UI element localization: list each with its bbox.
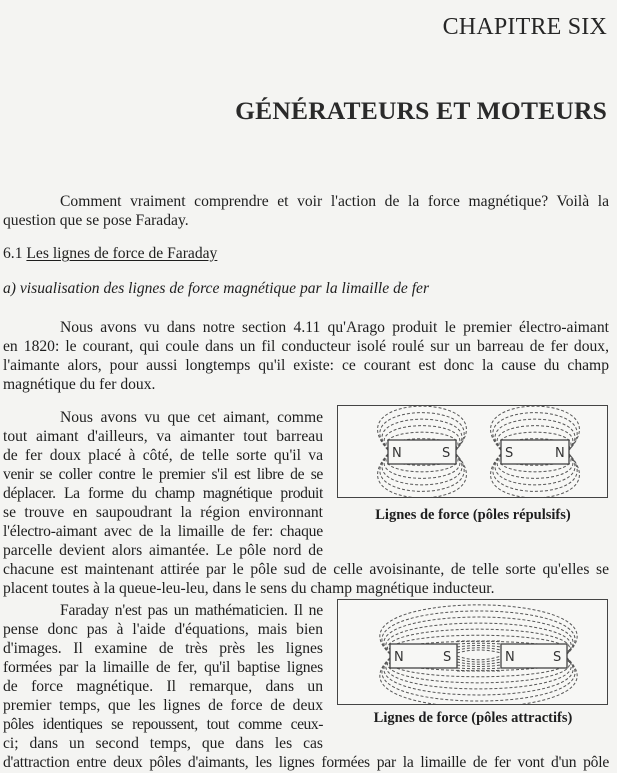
para-line: l'électro-aimant avec de la limaille de fer: chaque bbox=[3, 523, 323, 540]
para-line: ci; dans un second temps, que dans les cas bbox=[3, 735, 323, 752]
para-line: Faraday n'est pas un mathématicien. Il ne bbox=[60, 602, 323, 619]
field-line bbox=[457, 656, 501, 660]
para-line: en 1820: le courant, qui coule dans un fil conducteur isolé roulé sur un barreau de fer doux, bbox=[3, 338, 609, 355]
para-line: pôles identiques se repoussent, tout comme ceux- bbox=[3, 716, 323, 733]
pole-label: S bbox=[442, 446, 451, 461]
para-line: premier temps, que les lignes de force de deux bbox=[3, 697, 323, 714]
para-line: d'images. Il examine de très près les lignes bbox=[3, 640, 323, 657]
para-line: chacune est maintenant attirée par le pôle sud de celle avoisinante, de telle sorte qu'elles se bbox=[3, 561, 609, 578]
para-line: se trouve en saupoudrant la région environnant bbox=[3, 504, 323, 521]
field-lines-diagram bbox=[338, 600, 607, 704]
field-line bbox=[457, 650, 501, 653]
figure-repulsive-poles bbox=[337, 405, 608, 498]
para-line: magnétique du fer doux. bbox=[3, 376, 156, 393]
para-line: pense donc pas à l'aide d'équations, mais bien bbox=[3, 621, 323, 638]
section-title: Les lignes de force de Faraday bbox=[26, 245, 218, 262]
pole-label: N bbox=[505, 650, 515, 665]
chapter-title: GÉNÉRATEURS ET MOTEURS bbox=[235, 96, 607, 125]
pole-label: S bbox=[553, 650, 562, 665]
para-line: formées par la limaille de fer, qu'il baptise lignes bbox=[3, 659, 323, 676]
para-line: Nous avons vu dans notre section 4.11 qu'Arago produit le premier électro-aimant bbox=[60, 319, 609, 336]
para-line: placent toutes à la queue-leu-leu, dans le sens du champ magnétique inducteur. bbox=[3, 580, 495, 597]
section-heading bbox=[3, 245, 217, 263]
pole-label: N bbox=[394, 650, 404, 665]
para-line: l'aimante alors, pour aussi longtemps qu'il existe: ce courant est donc la cause du champ bbox=[3, 357, 609, 374]
pole-label: N bbox=[555, 446, 565, 461]
field-line bbox=[457, 643, 501, 644]
para-line: Nous avons vu que cet aimant, comme bbox=[60, 409, 323, 426]
para-line: tout aimant d'ailleurs, va aimanter tout barreau bbox=[3, 428, 323, 445]
section-number: 6.1 bbox=[3, 245, 23, 262]
para-line: d'attraction entre deux pôles d'aimants, les lignes formées par la limaille de fer vont d'un pôle bbox=[3, 754, 609, 771]
field-line bbox=[457, 668, 501, 669]
pole-label: S bbox=[505, 446, 514, 461]
para-line: de force magnétique. Il remarque, dans un bbox=[3, 678, 323, 695]
pole-label: N bbox=[392, 446, 402, 461]
figure-attractive-poles bbox=[337, 599, 608, 705]
chapter-heading: CHAPITRE SIX bbox=[442, 14, 607, 40]
figure-caption: Lignes de force (pôles attractifs) bbox=[373, 710, 573, 726]
para-line: venir se coller contre le premier s'il est libre de se bbox=[3, 466, 323, 483]
para-line: de fer doux placé à côté, de telle sorte qu'il va bbox=[3, 447, 323, 464]
para-line: parcelle devient alors aimantée. Le pôle nord de bbox=[3, 542, 323, 559]
intro-line: Comment vraiment comprendre et voir l'action de la force magnétique? Voilà la bbox=[60, 193, 609, 210]
para-line: déplacer. La forme du champ magnétique produit bbox=[3, 485, 323, 502]
field-lines-diagram bbox=[338, 406, 607, 497]
subsection-heading: a) visualisation des lignes de force magnétique par la limaille de fer bbox=[3, 280, 430, 297]
field-line bbox=[457, 646, 501, 648]
figure-caption: Lignes de force (pôles répulsifs) bbox=[375, 507, 571, 523]
pole-label: S bbox=[443, 650, 452, 665]
intro-line: question que se pose Faraday. bbox=[3, 212, 189, 229]
field-line bbox=[457, 665, 501, 667]
